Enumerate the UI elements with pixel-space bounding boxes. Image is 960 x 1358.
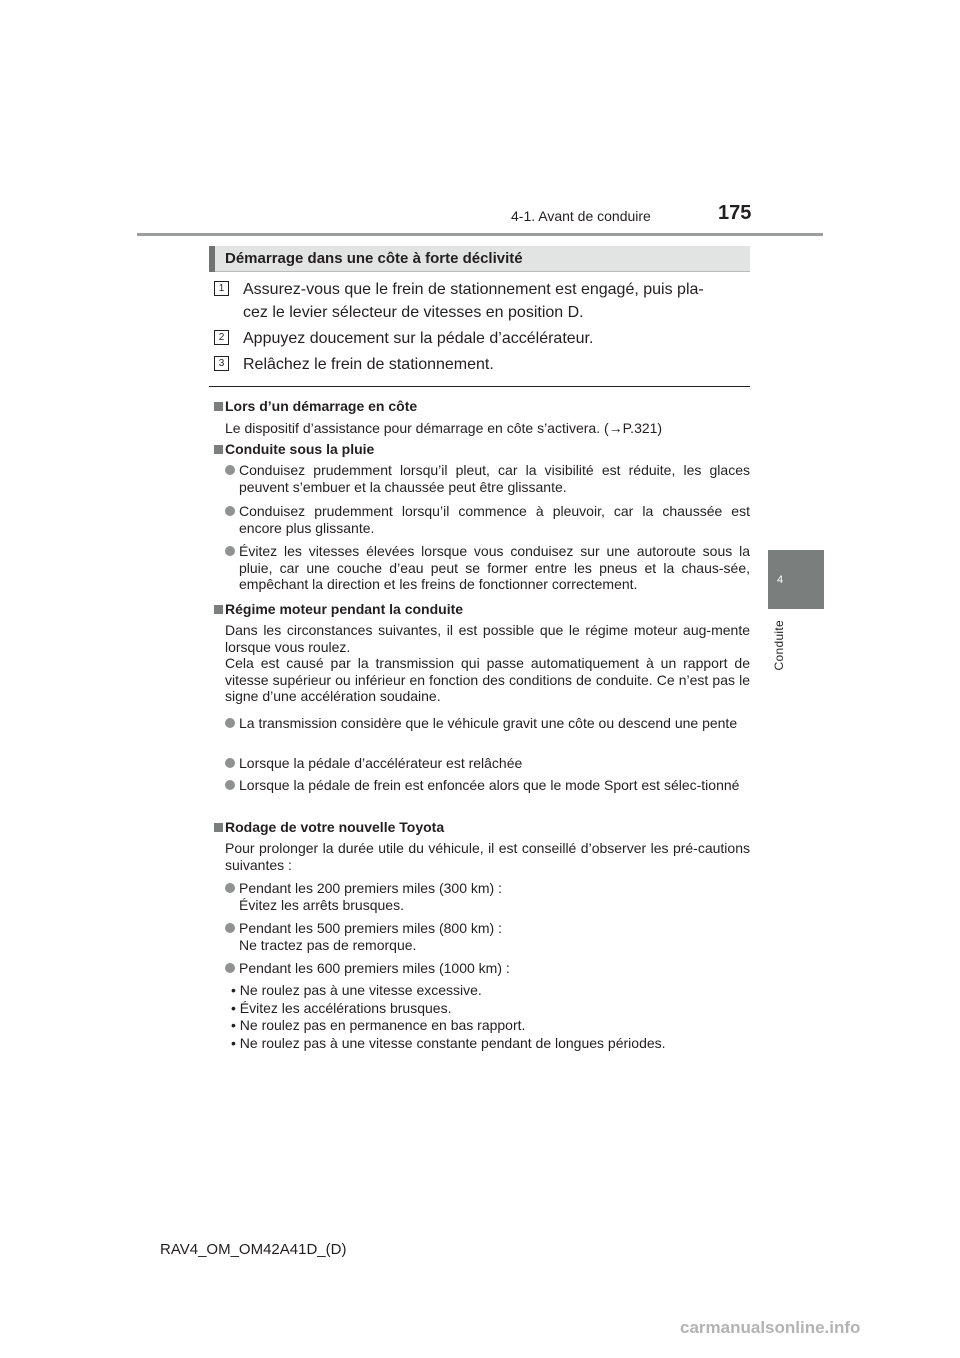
hill-start-body-row xyxy=(214,420,750,437)
round-bullet-icon xyxy=(225,546,235,556)
engine-speed-bullet-3-text: Lorsque la pédale de frein est enfoncée alors que le mode Sport est sélec-tionné xyxy=(239,777,740,793)
engine-speed-bullet-3 xyxy=(214,777,750,794)
round-bullet-icon xyxy=(225,883,235,893)
break-in-bullet-1 xyxy=(214,880,750,913)
round-bullet-icon xyxy=(225,758,235,768)
break-in-bullet-1-line-2: Évitez les arrêts brusques. xyxy=(239,896,404,913)
section-heading-box xyxy=(209,246,750,272)
break-in-title-row xyxy=(214,819,750,836)
engine-speed-bullet-2-text: Lorsque la pédale d’accélérateur est relâchée xyxy=(239,755,523,771)
heading-accent-bar xyxy=(209,246,215,272)
rain-bullet-1 xyxy=(214,462,750,495)
round-bullet-icon xyxy=(225,718,235,728)
list-item: • Évitez les accélérations brusques. xyxy=(231,999,452,1016)
engine-speed-title: Régime moteur pendant la conduite xyxy=(225,601,464,617)
section-label: 4-1. Avant de conduire xyxy=(511,208,651,224)
step-number-2: 2 xyxy=(214,330,229,345)
hill-start-title-row xyxy=(214,398,750,415)
step-1-line-1: Assurez-vous que le frein de stationnement est engagé, puis pla- xyxy=(243,281,704,298)
header-rule xyxy=(137,233,823,236)
rain-bullet-1-text: Conduisez prudemment lorsqu’il pleut, car la visibilité est réduite, les glaces peuvent s’embuer et la chaussée peut être glissante. xyxy=(239,462,750,495)
engine-speed-body xyxy=(214,622,750,705)
step-3-text: Relâchez le frein de stationnement. xyxy=(243,356,494,373)
chapter-label: Conduite xyxy=(772,620,786,671)
step-2-text: Appuyez doucement sur la pédale d’accélérateur. xyxy=(243,330,594,347)
engine-speed-bullet-1-text: La transmission considère que le véhicule gravit une côte ou descend une pente xyxy=(239,715,738,731)
break-in-bullet-3-line-1: Pendant les 600 premiers miles (1000 km) : xyxy=(239,960,510,976)
list-item: • Ne roulez pas à une vitesse excessive. xyxy=(231,982,482,998)
break-in-body: Pour prolonger la durée utile du véhicule, il est conseillé d’observer les pré-cautions suivantes : xyxy=(225,840,750,873)
break-in-bullet-2 xyxy=(214,920,750,953)
hill-start-title: Lors d’un démarrage en côte xyxy=(225,398,418,414)
hill-start-body: Le dispositif d’assistance pour démarrage en côte s’activera. (→P.321) xyxy=(225,420,663,436)
page-number: 175 xyxy=(718,202,752,224)
break-in-dot-list xyxy=(231,982,666,1052)
engine-speed-bullet-2 xyxy=(214,755,750,772)
round-bullet-icon xyxy=(225,963,235,973)
round-bullet-icon xyxy=(225,780,235,790)
break-in-bullet-2-line-1: Pendant les 500 premiers miles (800 km) : xyxy=(239,920,502,936)
engine-speed-title-row xyxy=(214,601,750,618)
rain-title: Conduite sous la pluie xyxy=(225,441,375,457)
rain-bullet-2 xyxy=(214,503,750,536)
step-number-3: 3 xyxy=(214,356,229,371)
watermark: carmanualsonline.info xyxy=(680,1318,861,1337)
break-in-bullet-2-line-2: Ne tractez pas de remorque. xyxy=(239,936,417,953)
step-number-1: 1 xyxy=(214,281,229,296)
list-item: • Ne roulez pas à une vitesse constante pendant de longues périodes. xyxy=(231,1034,666,1051)
step-1-line-2: cez le levier sélecteur de vitesses en position D. xyxy=(243,304,584,321)
divider-rule xyxy=(209,386,750,387)
engine-speed-body-1: Dans les circonstances suivantes, il est possible que le régime moteur aug-mente lorsque vous roulez. xyxy=(225,622,750,655)
break-in-title: Rodage de votre nouvelle Toyota xyxy=(225,819,445,835)
break-in-bullet-1-line-1: Pendant les 200 premiers miles (300 km) : xyxy=(239,880,502,896)
engine-speed-bullet-1 xyxy=(214,715,750,732)
square-bullet-icon xyxy=(214,402,223,411)
rain-bullet-3 xyxy=(214,543,750,593)
chapter-number: 4 xyxy=(776,574,784,586)
square-bullet-icon xyxy=(214,605,223,614)
round-bullet-icon xyxy=(225,506,235,516)
document-code-footer: RAV4_OM_OM42A41D_(D) xyxy=(160,1241,347,1258)
round-bullet-icon xyxy=(225,465,235,475)
rain-title-row xyxy=(214,441,750,458)
rain-bullet-2-text: Conduisez prudemment lorsqu’il commence à pleuvoir, car la chaussée est encore plus glissante. xyxy=(239,503,750,536)
list-item: • Ne roulez pas en permanence en bas rapport. xyxy=(231,1017,526,1033)
break-in-bullet-3 xyxy=(214,960,750,977)
round-bullet-icon xyxy=(225,923,235,933)
step-1-text xyxy=(243,278,751,324)
square-bullet-icon xyxy=(214,823,223,832)
rain-bullet-3-text: Évitez les vitesses élevées lorsque vous conduisez sur une autoroute sous la pluie, car une couche d’eau peut se former entre les pneus et la chaus-sée, empêchant la direction et les freins de fonctionner correctement. xyxy=(239,543,750,592)
square-bullet-icon xyxy=(214,445,223,454)
engine-speed-body-2: Cela est causé par la transmission qui passe automatiquement à un rapport de vitesse supérieur ou inférieur en fonction des conditions de conduite. Ce n’est pas le signe d’une accélération soudaine. xyxy=(225,655,750,704)
section-heading: Démarrage dans une côte à forte déclivité xyxy=(225,250,523,267)
break-in-body-row xyxy=(214,840,750,873)
